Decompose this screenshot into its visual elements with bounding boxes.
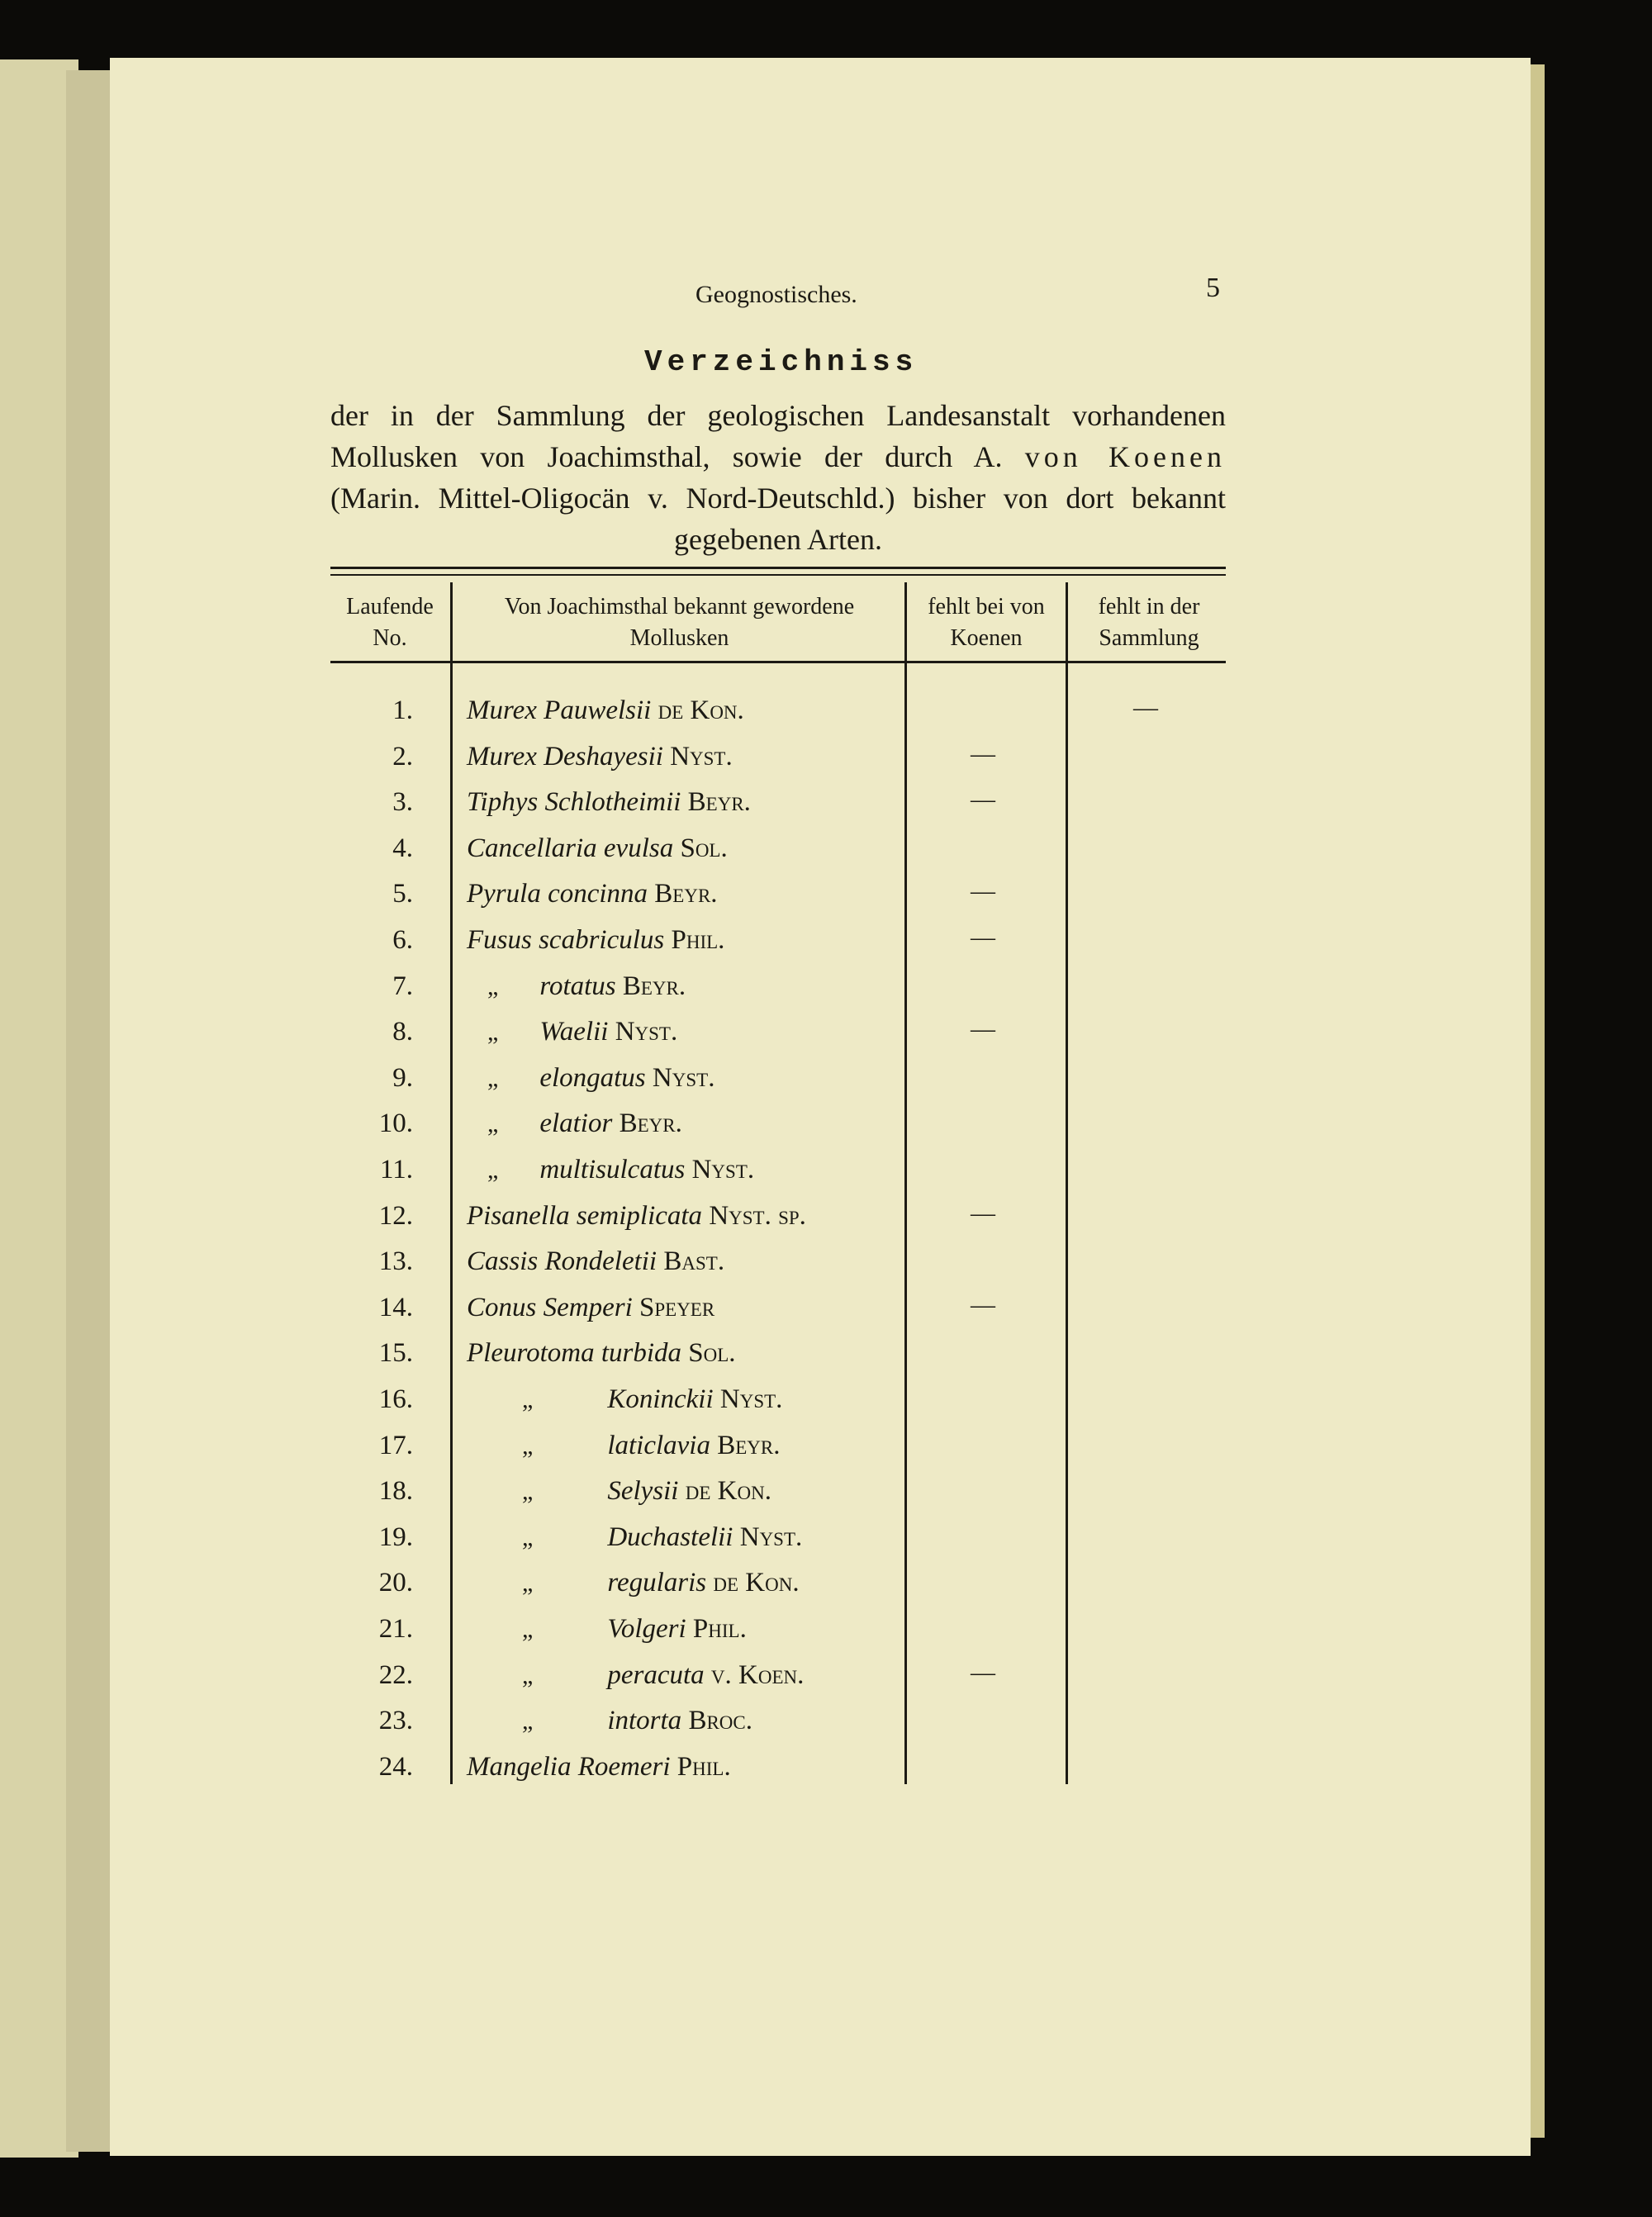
- genus-name: Murex: [467, 695, 537, 725]
- intro-line-2-text: Mollusken von Joachimsthal, sowie der durch A.: [330, 440, 1003, 473]
- species-name: Semperi: [543, 1293, 633, 1322]
- species-entry: [467, 1293, 714, 1323]
- genus-name: Murex: [467, 742, 537, 771]
- species-name: intorta: [607, 1706, 682, 1735]
- species-entry: [487, 1063, 714, 1094]
- author-name: Beyr.: [687, 787, 751, 817]
- species-name: Selysii: [607, 1476, 679, 1506]
- header-laufende-no: Laufende No.: [346, 594, 434, 651]
- ditto-mark: „: [522, 1707, 534, 1735]
- author-name: Beyr.: [622, 971, 686, 1001]
- species-name: evulsa: [603, 833, 674, 863]
- fehlt-koenen-mark: —: [971, 1291, 995, 1318]
- column-divider-2: [904, 582, 907, 1784]
- table-top-rule: [330, 567, 1226, 569]
- author-name: Nyst.: [739, 1522, 803, 1552]
- species-name: Schlotheimii: [544, 787, 681, 817]
- author-name: Phil.: [692, 1614, 747, 1644]
- author-name: Beyr.: [654, 879, 718, 909]
- row-number: 7.: [392, 971, 413, 1001]
- author-name: Nyst.: [670, 742, 733, 771]
- row-number: 17.: [378, 1431, 413, 1460]
- ditto-mark: „: [522, 1569, 534, 1597]
- header-mollusken: Von Joachimsthal bekannt gewordene Mollusken: [504, 594, 855, 651]
- species-name: peracuta: [607, 1660, 705, 1690]
- page-number: 5: [1206, 273, 1220, 303]
- row-number: 16.: [378, 1384, 413, 1414]
- ditto-mark: „: [522, 1662, 534, 1689]
- species-entry: [467, 879, 718, 909]
- row-number: 6.: [392, 925, 413, 955]
- row-number: 8.: [392, 1017, 413, 1047]
- fehlt-koenen-mark: —: [971, 923, 995, 951]
- list-title: Verzeichniss: [644, 345, 919, 379]
- species-name: Roemeri: [577, 1752, 671, 1782]
- species-entry: [522, 1660, 804, 1691]
- species-entry: [522, 1384, 782, 1415]
- genus-name: Conus: [467, 1293, 537, 1322]
- ditto-mark: „: [522, 1616, 534, 1643]
- genus-name: Cassis: [467, 1246, 539, 1276]
- row-number: 4.: [392, 833, 413, 863]
- species-name: elongatus: [539, 1063, 646, 1093]
- author-name: Phil.: [671, 925, 725, 955]
- ditto-mark: „: [522, 1524, 534, 1551]
- species-name: Volgeri: [607, 1614, 686, 1644]
- row-number: 18.: [378, 1476, 413, 1506]
- species-name: regularis: [607, 1568, 707, 1597]
- row-number: 11.: [379, 1155, 413, 1184]
- author-name: Sol.: [680, 833, 728, 863]
- species-entry: [522, 1568, 800, 1598]
- author-name: Nyst.: [719, 1384, 783, 1414]
- species-entry: [522, 1706, 752, 1736]
- ditto-mark: „: [487, 1018, 499, 1046]
- species-name: elatior: [539, 1108, 613, 1138]
- species-entry: [467, 1246, 724, 1277]
- author-name: de Kon.: [657, 695, 744, 725]
- species-name: Rondeletii: [544, 1246, 657, 1276]
- row-number: 14.: [378, 1293, 413, 1322]
- species-name: multisulcatus: [539, 1155, 686, 1184]
- species-entry: [467, 742, 733, 772]
- species-name: Pauwelsii: [544, 695, 652, 725]
- author-name-koenen: von Koenen: [1024, 440, 1226, 473]
- author-name: Beyr.: [619, 1108, 682, 1138]
- species-entry: [467, 695, 744, 726]
- genus-name: Pyrula: [467, 879, 541, 909]
- author-name: Broc.: [688, 1706, 752, 1735]
- genus-name: Tiphys: [467, 787, 539, 817]
- species-name: Deshayesii: [544, 742, 663, 771]
- genus-name: Pisanella: [467, 1201, 570, 1231]
- species-entry: [487, 971, 686, 1002]
- row-number: 19.: [378, 1522, 413, 1552]
- row-number: 12.: [378, 1201, 413, 1231]
- column-divider-1: [450, 582, 453, 1784]
- row-number: 22.: [378, 1660, 413, 1690]
- author-name: de Kon.: [713, 1568, 800, 1597]
- author-name: v. Koen.: [710, 1660, 805, 1690]
- species-name: scabriculus: [539, 925, 665, 955]
- species-entry: [487, 1108, 682, 1139]
- running-title: Geognostisches.: [695, 281, 857, 308]
- ditto-mark: „: [522, 1386, 534, 1413]
- fehlt-koenen-mark: —: [971, 740, 995, 767]
- row-number: 20.: [378, 1568, 413, 1597]
- species-name: turbida: [601, 1338, 682, 1368]
- row-number: 9.: [392, 1063, 413, 1093]
- species-entry: [467, 833, 728, 864]
- author-name: Bast.: [663, 1246, 725, 1276]
- column-divider-3: [1066, 582, 1068, 1784]
- table-header-rule: [330, 661, 1226, 663]
- author-name: Nyst.: [691, 1155, 755, 1184]
- species-name: laticlavia: [607, 1431, 710, 1460]
- header-fehlt-koenen: fehlt bei von Koenen: [928, 594, 1045, 651]
- intro-line-3: (Marin. Mittel-Oligocän v. Nord-Deutschld.) bisher von dort bekannt: [330, 482, 1226, 515]
- species-entry: [467, 1752, 731, 1783]
- species-name: Koninckii: [607, 1384, 714, 1414]
- fehlt-koenen-mark: —: [971, 1015, 995, 1042]
- species-entry: [522, 1614, 747, 1645]
- row-number: 5.: [392, 879, 413, 909]
- fehlt-koenen-mark: —: [971, 877, 995, 904]
- species-entry: [522, 1431, 780, 1461]
- intro-line-1: der in der Sammlung der geologischen Landesanstalt vorhandenen: [330, 399, 1226, 432]
- species-name: concinna: [548, 879, 648, 909]
- author-name: Sol.: [688, 1338, 736, 1368]
- row-number: 10.: [378, 1108, 413, 1138]
- author-name: de Kon.: [685, 1476, 771, 1506]
- fehlt-koenen-mark: —: [971, 1659, 995, 1686]
- left-page-gutter: [66, 70, 116, 2152]
- species-entry: [467, 787, 751, 818]
- author-name: Nyst.: [615, 1017, 678, 1047]
- row-number: 24.: [378, 1752, 413, 1782]
- species-entry: [487, 1155, 754, 1185]
- ditto-mark: „: [522, 1478, 534, 1505]
- author-name: Speyer: [639, 1293, 715, 1322]
- fehlt-koenen-mark: —: [971, 786, 995, 813]
- author-name: Beyr.: [717, 1431, 781, 1460]
- genus-name: Pleurotoma: [467, 1338, 595, 1368]
- genus-name: Cancellaria: [467, 833, 597, 863]
- species-name: rotatus: [539, 971, 616, 1001]
- ditto-mark: „: [487, 1156, 499, 1184]
- species-entry: [522, 1476, 771, 1507]
- fehlt-koenen-mark: —: [971, 1199, 995, 1227]
- row-number: 13.: [378, 1246, 413, 1276]
- ditto-mark: „: [522, 1432, 534, 1460]
- author-name: Nyst.: [652, 1063, 715, 1093]
- intro-line-4: gegebenen Arten.: [674, 523, 882, 556]
- author-name: Phil.: [676, 1752, 731, 1782]
- species-entry: [467, 925, 724, 956]
- header-fehlt-sammlung: fehlt in der Sammlung: [1098, 594, 1200, 651]
- species-entry: [487, 1017, 677, 1047]
- species-entry: [467, 1338, 736, 1369]
- row-number: 3.: [392, 787, 413, 817]
- ditto-mark: „: [487, 1110, 499, 1137]
- species-name: semiplicata: [576, 1201, 703, 1231]
- species-entry: [522, 1522, 802, 1553]
- genus-name: Mangelia: [467, 1752, 572, 1782]
- row-number: 21.: [378, 1614, 413, 1644]
- ditto-mark: „: [487, 973, 499, 1000]
- species-entry: [467, 1201, 806, 1232]
- ditto-mark: „: [487, 1065, 499, 1092]
- species-name: Duchastelii: [607, 1522, 733, 1552]
- row-number: 23.: [378, 1706, 413, 1735]
- fehlt-sammlung-mark: —: [1133, 694, 1158, 721]
- row-number: 15.: [378, 1338, 413, 1368]
- species-name: Waelii: [539, 1017, 609, 1047]
- table-top-rule-inner: [330, 574, 1226, 576]
- author-name: Nyst. sp.: [709, 1201, 806, 1231]
- intro-line-2: [330, 439, 1226, 474]
- row-number: 1.: [392, 695, 413, 725]
- row-number: 2.: [392, 742, 413, 771]
- genus-name: Fusus: [467, 925, 532, 955]
